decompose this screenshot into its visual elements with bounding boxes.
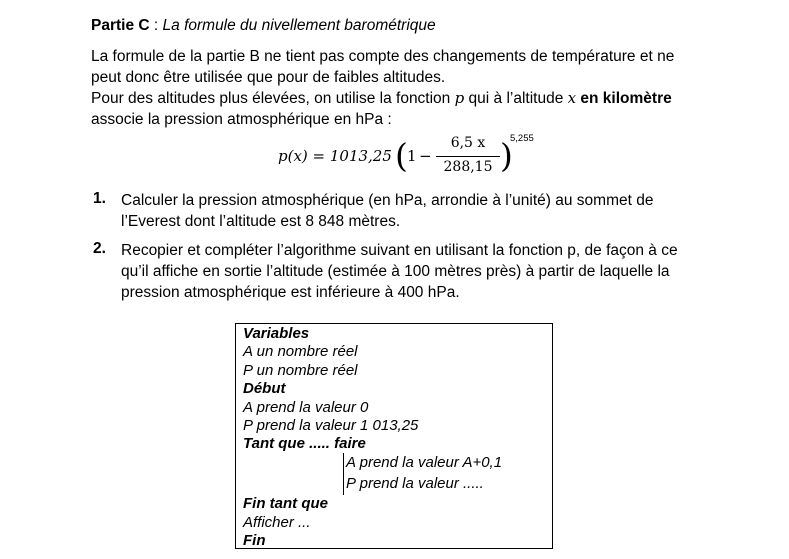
variable-x: x (567, 89, 577, 107)
item-1-line-1: Calculer la pression atmosphérique (en hPa, arrondie à l’unité) au sommet de (121, 192, 654, 209)
item-1-text (121, 190, 653, 232)
formula-paren-right: ) (500, 136, 513, 175)
section-heading (91, 17, 436, 35)
formula-lhs (278, 147, 392, 165)
item-2-line-2: qu’il affiche en sortie l’altitude (estimée à 100 mètres près) à partir de laquelle la (121, 263, 670, 280)
intro-line-2: peut donc être utilisée que pour de faibles altitudes. (91, 69, 446, 86)
algo-end-while: Fin tant que (243, 495, 328, 512)
intro-line-3-part-a: Pour des altitudes plus élevées, on utilise la fonction (91, 90, 455, 107)
item-2-number: 2. (93, 240, 106, 257)
formula-lhs-text: p(x) = 1013,25 (278, 147, 392, 165)
formula-denominator: 288,15 (443, 159, 493, 175)
item-1-line-2: l’Everest dont l’altitude est 8 848 mètres. (121, 213, 401, 230)
item-2-text (121, 240, 678, 303)
item-2-line-3: pression atmosphérique est inférieure à 400 hPa. (121, 284, 460, 301)
section-title: La formule du nivellement barométrique (162, 17, 436, 34)
heading-separator: : (149, 17, 163, 34)
intro-line-3 (91, 88, 672, 109)
algo-init-a: A prend la valeur 0 (243, 399, 369, 416)
item-1-number: 1. (93, 190, 106, 207)
intro-line-3-part-b: qui à l’altitude (464, 90, 568, 107)
variable-p: p (454, 89, 465, 107)
formula-paren-left: ( (395, 136, 408, 175)
formula-minus: − (419, 147, 432, 165)
algo-init-p: P prend la valeur 1 013,25 (243, 417, 419, 434)
algo-debut: Début (243, 380, 286, 397)
item-2-line-1: Recopier et compléter l’algorithme suivant en utilisant la fonction p, de façon à ce (121, 242, 678, 259)
fraction-bar (436, 156, 500, 157)
algo-loop-p: P prend la valeur ..... (346, 475, 484, 492)
algo-var-a: A un nombre réel (243, 343, 358, 360)
algo-loop-a: A prend la valeur A+0,1 (346, 454, 503, 471)
formula-exponent: 5,255 (510, 133, 534, 144)
part-label: Partie C (91, 17, 150, 34)
algo-var-p: P un nombre réel (243, 362, 358, 379)
formula-one: 1 (407, 147, 417, 165)
formula-numerator: 6,5 x (450, 135, 486, 151)
algo-end: Fin (243, 532, 266, 549)
unit-emphasis: en kilomètre (580, 90, 672, 107)
algo-while: Tant que ..... faire (243, 435, 366, 452)
intro-line-1: La formule de la partie B ne tient pas compte des changements de température et ne (91, 48, 675, 65)
loop-body-bracket (343, 453, 344, 495)
algorithm-box (235, 323, 553, 549)
intro-line-4: associe la pression atmosphérique en hPa : (91, 111, 392, 128)
algo-variables: Variables (243, 325, 310, 342)
algo-display: Afficher ... (243, 514, 311, 531)
